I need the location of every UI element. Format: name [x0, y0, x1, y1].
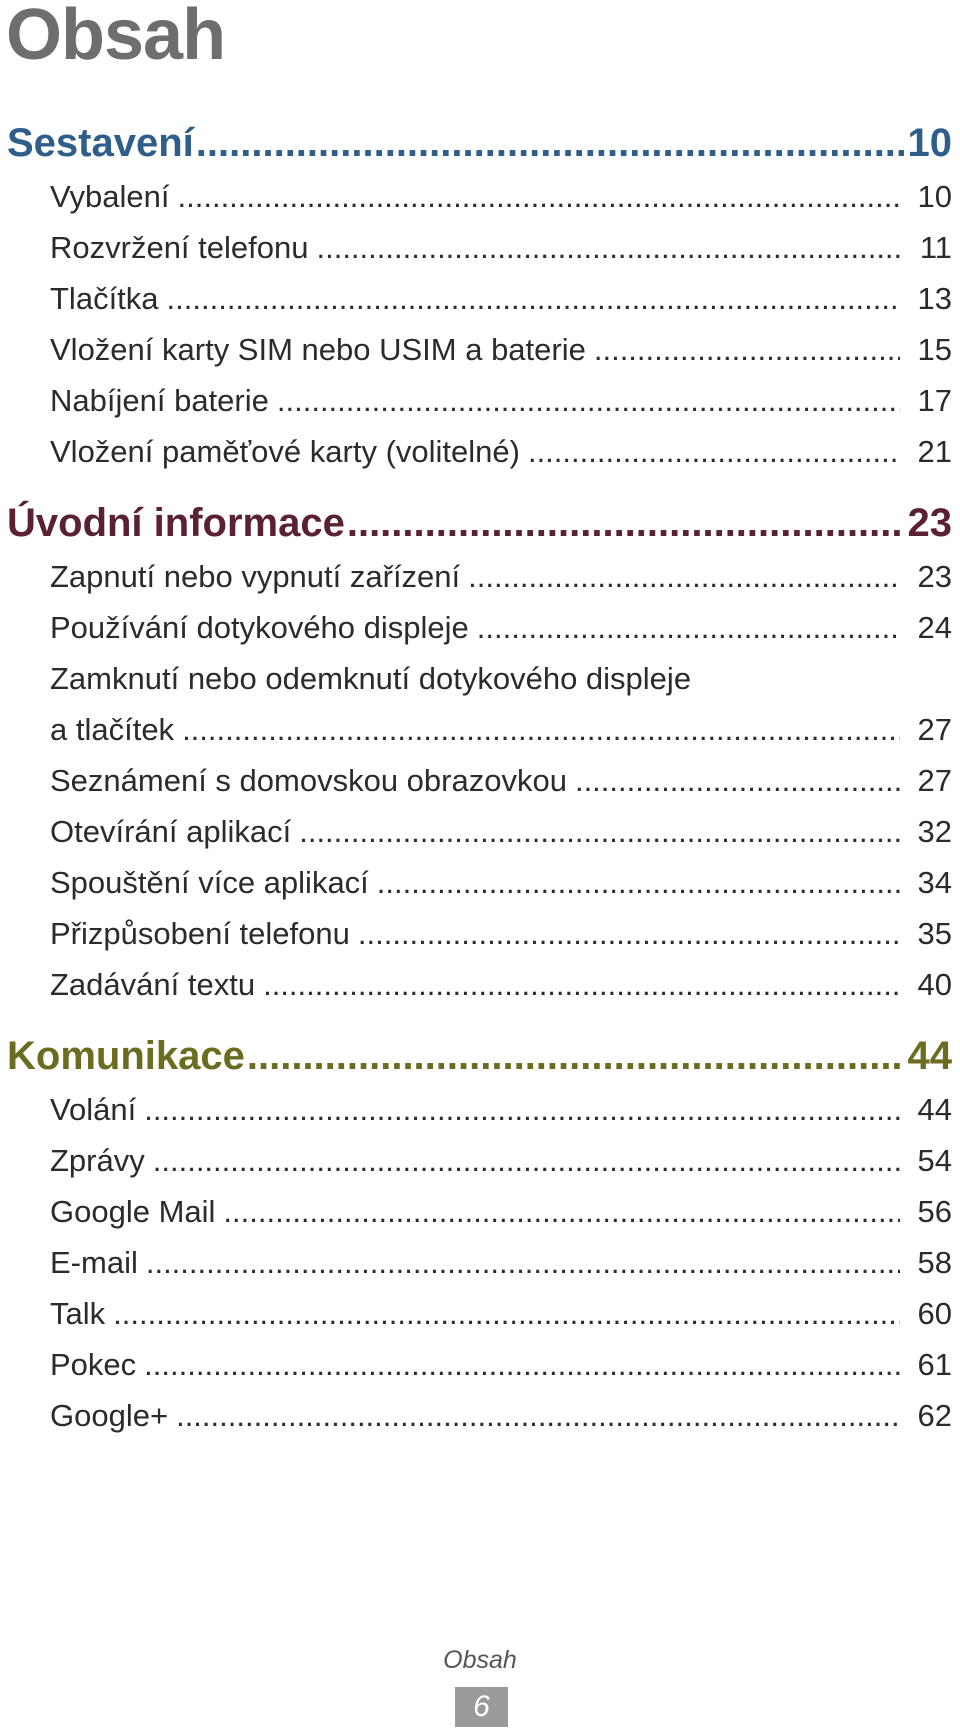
- entry-page-number: 54: [917, 1143, 952, 1178]
- dot-leader: [277, 375, 900, 426]
- entry-title: Rozvržení telefonu: [50, 230, 309, 265]
- entry-page-number: 27: [917, 712, 952, 747]
- entry-page-number: 24: [917, 610, 952, 645]
- toc-entry[interactable]: [0, 1390, 960, 1441]
- toc-entry[interactable]: [0, 1186, 960, 1237]
- entry-title: Spouštění více aplikací: [50, 865, 369, 900]
- section-page-number: 23: [907, 501, 952, 545]
- entry-page-number: 40: [917, 967, 952, 1002]
- toc-entry[interactable]: [0, 1288, 960, 1339]
- entry-page-number: 34: [917, 865, 952, 900]
- footer-section-label: Obsah: [443, 1646, 517, 1674]
- entry-title: Tlačítka: [50, 281, 159, 316]
- dot-leader: [594, 324, 900, 375]
- section-title: Úvodní informace: [7, 501, 345, 545]
- dot-leader: [196, 115, 904, 171]
- toc-entry[interactable]: [0, 375, 960, 426]
- page-title: Obsah: [6, 0, 226, 75]
- toc-section-komunikace: [0, 1028, 960, 1441]
- dot-leader: [477, 602, 900, 653]
- entry-title: Vybalení: [50, 179, 170, 214]
- entry-title: Google+: [50, 1398, 169, 1433]
- toc-entry[interactable]: [0, 704, 960, 755]
- entry-page-number: 58: [917, 1245, 952, 1280]
- toc-entry[interactable]: [0, 426, 960, 477]
- entry-page-number: 10: [917, 179, 952, 214]
- entry-page-number: 27: [917, 763, 952, 798]
- dot-leader: [153, 1135, 900, 1186]
- dot-leader: [468, 551, 900, 602]
- dot-leader: [113, 1288, 900, 1339]
- section-page-number: 10: [907, 121, 952, 165]
- entry-title: Otevírání aplikací: [50, 814, 292, 849]
- toc-section-uvodni-informace: [0, 495, 960, 1010]
- toc-entry[interactable]: [0, 1084, 960, 1135]
- entry-title: Zadávání textu: [50, 967, 256, 1002]
- entry-title: Přizpůsobení telefonu: [50, 916, 350, 951]
- toc-entry[interactable]: [0, 602, 960, 653]
- dot-leader: [263, 959, 900, 1010]
- section-heading[interactable]: [0, 1028, 960, 1084]
- section-title: Sestavení: [7, 121, 194, 165]
- dot-leader: [575, 755, 900, 806]
- entry-page-number: 32: [917, 814, 952, 849]
- toc-entry[interactable]: [0, 806, 960, 857]
- toc-entry[interactable]: [0, 551, 960, 602]
- dot-leader: [247, 1028, 904, 1084]
- entry-page-number: 17: [917, 383, 952, 418]
- entry-title: Zapnutí nebo vypnutí zařízení: [50, 559, 461, 594]
- entry-title: Vložení karty SIM nebo USIM a baterie: [50, 332, 586, 367]
- section-title: Komunikace: [7, 1034, 245, 1078]
- entry-page-number: 62: [917, 1398, 952, 1433]
- entry-page-number: 56: [917, 1194, 952, 1229]
- entry-title-continuation: a tlačítek: [50, 712, 175, 747]
- dot-leader: [176, 1390, 900, 1441]
- entry-page-number: 60: [917, 1296, 952, 1331]
- dot-leader: [167, 273, 900, 324]
- entry-title: Seznámení s domovskou obrazovkou: [50, 763, 567, 798]
- entry-title: Používání dotykového displeje: [50, 610, 469, 645]
- section-heading[interactable]: [0, 115, 960, 171]
- dot-leader: [178, 171, 901, 222]
- table-of-contents: [0, 115, 960, 1441]
- footer-page-number: 6: [455, 1687, 508, 1727]
- dot-leader: [358, 908, 900, 959]
- toc-entry[interactable]: [0, 908, 960, 959]
- toc-entry[interactable]: [0, 755, 960, 806]
- entry-page-number: 44: [917, 1092, 952, 1127]
- dot-leader: [316, 222, 900, 273]
- dot-leader: [377, 857, 900, 908]
- section-heading[interactable]: [0, 495, 960, 551]
- entry-page-number: 23: [917, 559, 952, 594]
- entry-page-number: 11: [919, 230, 952, 265]
- toc-entry[interactable]: [0, 1237, 960, 1288]
- toc-entry[interactable]: [0, 273, 960, 324]
- entry-page-number: 61: [917, 1347, 952, 1382]
- dot-leader: [182, 704, 900, 755]
- dot-leader: [144, 1084, 900, 1135]
- entry-page-number: 13: [917, 281, 952, 316]
- toc-entry[interactable]: [0, 324, 960, 375]
- toc-entry[interactable]: [0, 959, 960, 1010]
- entry-title: Vložení paměťové karty (volitelné): [50, 434, 520, 469]
- toc-section-sestaveni: [0, 115, 960, 477]
- toc-entry[interactable]: [0, 857, 960, 908]
- toc-entry[interactable]: [0, 222, 960, 273]
- entry-page-number: 15: [917, 332, 952, 367]
- entry-title: Talk: [50, 1296, 106, 1331]
- entry-title: Google Mail: [50, 1194, 216, 1229]
- entry-title: E-mail: [50, 1245, 138, 1280]
- entry-title: Pokec: [50, 1347, 137, 1382]
- entry-page-number: 35: [917, 916, 952, 951]
- entry-page-number: 21: [917, 434, 952, 469]
- dot-leader: [347, 495, 904, 551]
- entry-title: Volání: [50, 1092, 137, 1127]
- entry-title-first-line[interactable]: Zamknutí nebo odemknutí dotykového displeje: [50, 661, 692, 696]
- toc-entry[interactable]: [0, 171, 960, 222]
- entry-title: Zprávy: [50, 1143, 145, 1178]
- dot-leader: [144, 1339, 900, 1390]
- section-page-number: 44: [907, 1034, 952, 1078]
- toc-entry[interactable]: [0, 1339, 960, 1390]
- dot-leader: [223, 1186, 900, 1237]
- dot-leader: [528, 426, 900, 477]
- toc-entry[interactable]: [0, 1135, 960, 1186]
- dot-leader: [146, 1237, 900, 1288]
- dot-leader: [299, 806, 900, 857]
- entry-title: Nabíjení baterie: [50, 383, 269, 418]
